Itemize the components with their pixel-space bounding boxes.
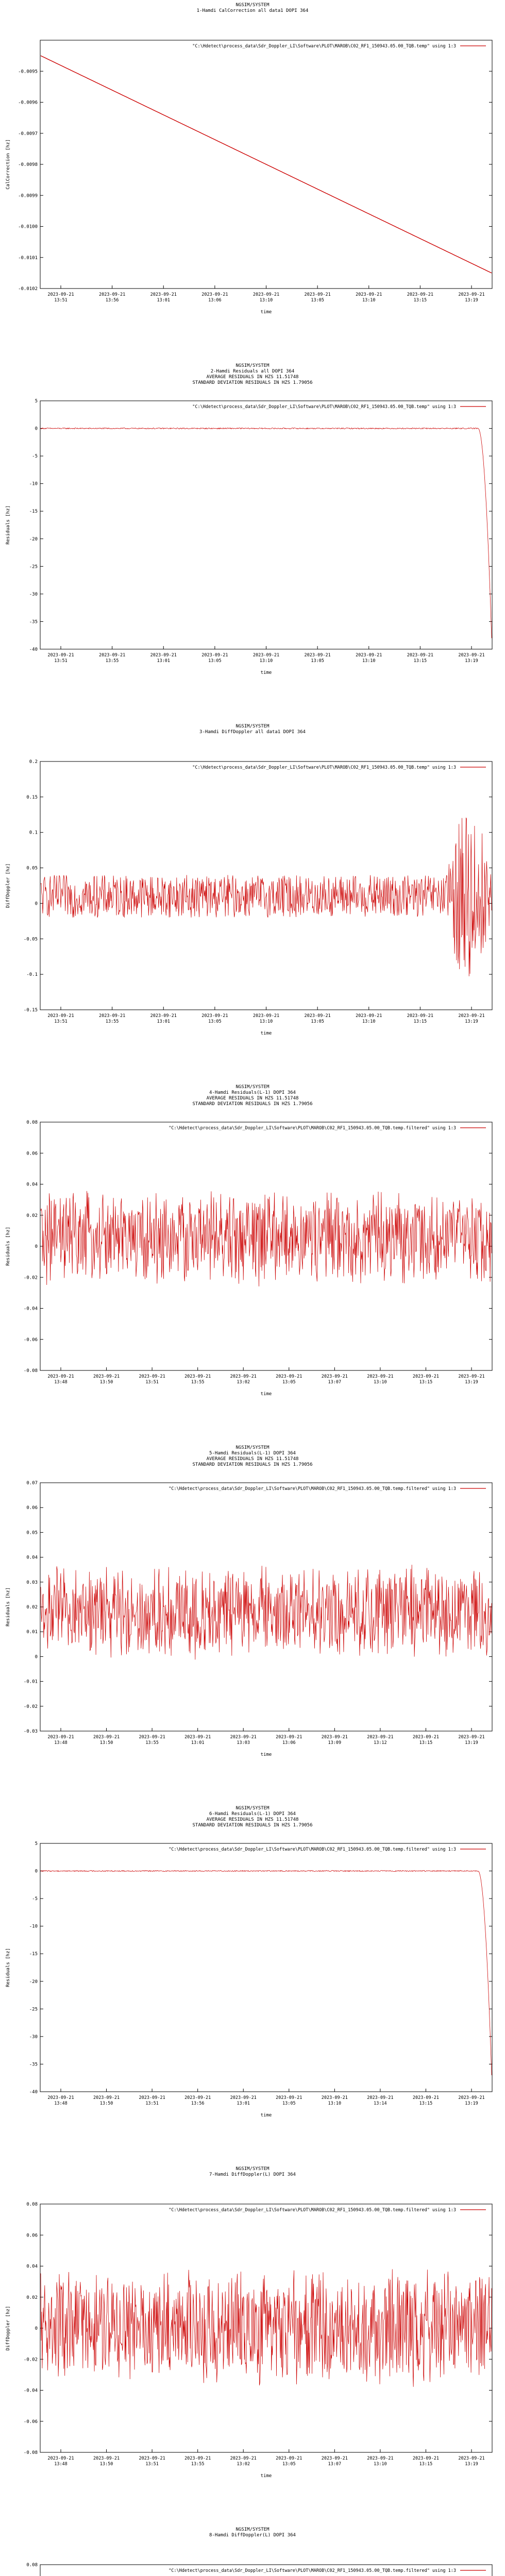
y-tick-label: -0.08	[23, 2450, 38, 2455]
x-tick-label: 2023-09-21	[367, 1735, 394, 1740]
chart-header-line: NGSIM/SYSTEM	[235, 1445, 270, 1450]
x-tick-label: 13:10	[362, 1019, 376, 1024]
x-tick-label: 2023-09-21	[47, 292, 74, 297]
x-tick-label: 2023-09-21	[304, 653, 331, 658]
chart-svg	[0, 2524, 505, 2576]
x-tick-label: 2023-09-21	[47, 1013, 74, 1019]
x-axis-label: time	[260, 310, 272, 315]
x-tick-label: 2023-09-21	[407, 1013, 433, 1019]
x-tick-label: 13:51	[54, 1019, 68, 1024]
x-tick-label: 13:48	[54, 1380, 68, 1385]
x-tick-label: 2023-09-21	[304, 1013, 331, 1019]
chart-panel	[0, 0, 505, 363]
chart-svg	[0, 1082, 505, 1443]
x-tick-label: 13:10	[259, 298, 273, 303]
x-tick-label: 2023-09-21	[412, 2456, 440, 2461]
x-tick-label: 2023-09-21	[356, 1013, 382, 1019]
chart-header-line: 4-Hamdi Residuals(L-1) DOPI 364	[209, 1090, 296, 1095]
chart-svg	[0, 721, 505, 1082]
x-tick-label: 2023-09-21	[47, 653, 74, 658]
y-tick-label: 0	[35, 1869, 38, 1874]
y-tick-label: -40	[29, 647, 38, 652]
x-tick-label: 13:19	[465, 2101, 478, 2106]
chart-header-line: STANDARD DEVIATION RESIDUALS IN HZS 1.79056	[192, 380, 313, 385]
x-tick-label: 13:48	[54, 2101, 68, 2106]
chart-header-line: NGSIM/SYSTEM	[235, 2527, 270, 2532]
chart-panel	[0, 721, 505, 1084]
y-tick-label: -35	[29, 2062, 38, 2067]
x-tick-label: 2023-09-21	[230, 2456, 257, 2461]
x-tick-label: 2023-09-21	[458, 2456, 485, 2461]
y-tick-label: 0.06	[26, 2233, 38, 2239]
y-tick-label: 0.02	[26, 2295, 38, 2300]
x-tick-label: 13:15	[419, 2462, 433, 2467]
y-tick-label: -0.02	[23, 1275, 38, 1281]
x-axis-label: time	[260, 1752, 272, 1757]
legend-label: "C:\Hdetect\process_data\Sdr_Doppler_LI\Software\PLOT\MAROB\C02_RF1_150943.05.00_TQB.temp.filtered" using 1:3	[169, 2568, 456, 2573]
x-tick-label: 13:48	[54, 1740, 68, 1745]
y-tick-label: 0.15	[26, 794, 38, 800]
y-tick-label: 0.03	[26, 1580, 38, 1585]
x-tick-label: 13:05	[311, 1019, 324, 1024]
x-tick-label: 13:06	[282, 1740, 296, 1745]
chart-panel	[0, 361, 505, 723]
x-tick-label: 2023-09-21	[276, 1374, 302, 1379]
y-tick-label: -0.0097	[18, 131, 38, 137]
x-tick-label: 2023-09-21	[139, 2095, 165, 2100]
y-tick-label: 0	[35, 2326, 38, 2331]
x-tick-label: 13:48	[54, 2462, 68, 2467]
y-tick-label: -5	[32, 1896, 38, 1902]
y-tick-label: 0.07	[26, 1481, 38, 1486]
x-tick-label: 2023-09-21	[412, 2095, 440, 2100]
x-tick-label: 2023-09-21	[252, 653, 280, 658]
chart-header-line: 7-Hamdi DiffDoppler(L) DOPI 364	[209, 2172, 296, 2177]
x-tick-label: 13:01	[157, 1019, 171, 1024]
y-tick-label: -0.0102	[18, 286, 38, 292]
y-tick-label: 0	[35, 901, 38, 907]
y-tick-label: 0.05	[26, 866, 38, 871]
x-tick-label: 13:01	[191, 1740, 205, 1745]
x-tick-label: 2023-09-21	[367, 1374, 394, 1379]
x-tick-label: 2023-09-21	[201, 653, 228, 658]
x-tick-label: 2023-09-21	[93, 1735, 120, 1740]
x-tick-label: 2023-09-21	[252, 292, 280, 297]
x-tick-label: 2023-09-21	[321, 1735, 348, 1740]
y-tick-label: -0.04	[23, 1306, 38, 1312]
x-tick-label: 13:01	[157, 298, 171, 303]
x-tick-label: 13:10	[362, 298, 376, 303]
x-tick-label: 2023-09-21	[184, 1374, 211, 1379]
chart-svg	[0, 2164, 505, 2524]
x-tick-label: 2023-09-21	[230, 2095, 257, 2100]
x-tick-label: 13:05	[282, 2101, 296, 2106]
x-tick-label: 13:19	[465, 298, 478, 303]
x-tick-label: 13:56	[105, 298, 119, 303]
y-tick-label: -10	[29, 1924, 38, 1929]
chart-header-line: 8-Hamdi DiffDoppler(L) DOPI 364	[209, 2533, 296, 2538]
chart-header-line: STANDARD DEVIATION RESIDUALS IN HZS 1.79056	[192, 1823, 313, 1828]
y-tick-label: -0.1	[26, 972, 38, 978]
x-tick-label: 2023-09-21	[407, 653, 433, 658]
x-tick-label: 13:51	[145, 2462, 159, 2467]
x-tick-label: 2023-09-21	[47, 1374, 74, 1379]
y-tick-label: -0.05	[23, 937, 38, 942]
x-tick-label: 2023-09-21	[356, 292, 382, 297]
plot-frame	[40, 1843, 492, 2092]
x-tick-label: 2023-09-21	[458, 1735, 485, 1740]
chart-header-line: AVERAGE RESIDUALS IN HZS 11.51748	[206, 375, 299, 380]
x-tick-label: 2023-09-21	[139, 1374, 165, 1379]
y-tick-label: -0.08	[23, 1368, 38, 1374]
legend-label: "C:\Hdetect\process_data\Sdr_Doppler_LI\Software\PLOT\MAROB\C02_RF1_150943.05.00_TQB.temp" using 1:3	[192, 404, 456, 410]
chart-panel	[0, 1082, 505, 1445]
chart-header-line: NGSIM/SYSTEM	[235, 1806, 270, 1811]
y-tick-label: -0.0100	[18, 224, 38, 230]
y-tick-label: -0.02	[23, 1704, 38, 1709]
series-line	[41, 56, 492, 273]
y-tick-label: 0.04	[26, 2264, 38, 2269]
y-tick-label: -0.06	[23, 1337, 38, 1343]
chart-header-line: NGSIM/SYSTEM	[235, 3, 270, 8]
y-axis-label: Residuals [hz]	[6, 505, 11, 545]
x-tick-label: 13:19	[465, 1019, 478, 1024]
x-tick-label: 13:05	[208, 1019, 222, 1024]
chart-header-line: NGSIM/SYSTEM	[235, 2166, 270, 2172]
series-line	[41, 2269, 492, 2387]
x-tick-label: 2023-09-21	[276, 1735, 302, 1740]
chart-header-line: NGSIM/SYSTEM	[235, 1084, 270, 1090]
x-tick-label: 13:03	[237, 1740, 250, 1745]
x-tick-label: 2023-09-21	[150, 292, 177, 297]
y-tick-label: 0.02	[26, 1605, 38, 1610]
plot-frame	[40, 401, 492, 649]
y-tick-label: -0.01	[23, 1679, 38, 1685]
x-tick-label: 13:05	[311, 298, 324, 303]
y-tick-label: -40	[29, 2090, 38, 2095]
x-tick-label: 2023-09-21	[99, 1013, 126, 1019]
x-tick-label: 13:15	[413, 298, 427, 303]
x-tick-label: 13:09	[328, 1740, 342, 1745]
x-tick-label: 13:55	[145, 1740, 159, 1745]
x-tick-label: 13:12	[374, 1740, 387, 1745]
x-tick-label: 2023-09-21	[367, 2095, 394, 2100]
chart-header-line: AVERAGE RESIDUALS IN HZS 11.51748	[206, 1817, 299, 1822]
chart-header-line: STANDARD DEVIATION RESIDUALS IN HZS 1.79056	[192, 1462, 313, 1467]
x-tick-label: 13:10	[328, 2101, 342, 2106]
x-tick-label: 13:14	[374, 2101, 387, 2106]
x-tick-label: 2023-09-21	[321, 2095, 348, 2100]
y-tick-label: -30	[29, 2034, 38, 2040]
y-tick-label: -10	[29, 481, 38, 487]
x-tick-label: 2023-09-21	[47, 2095, 74, 2100]
x-tick-label: 13:50	[99, 2101, 113, 2106]
x-tick-label: 13:51	[54, 658, 68, 664]
y-tick-label: 0.02	[26, 1213, 38, 1218]
y-tick-label: -0.04	[23, 2388, 38, 2394]
x-tick-label: 2023-09-21	[184, 2095, 211, 2100]
x-tick-label: 13:51	[145, 1380, 159, 1385]
x-tick-label: 13:10	[362, 658, 376, 664]
y-axis-label: Residuals [hz]	[6, 1587, 11, 1626]
y-tick-label: 0.08	[26, 2563, 38, 2568]
x-tick-label: 2023-09-21	[93, 1374, 120, 1379]
x-tick-label: 13:01	[157, 658, 171, 664]
x-tick-label: 2023-09-21	[230, 1735, 257, 1740]
x-tick-label: 2023-09-21	[304, 292, 331, 297]
x-tick-label: 13:55	[105, 658, 119, 664]
x-tick-label: 13:19	[465, 658, 478, 664]
x-tick-label: 13:07	[328, 1380, 342, 1385]
y-tick-label: -35	[29, 619, 38, 625]
x-tick-label: 13:05	[311, 658, 324, 664]
chart-svg	[0, 1803, 505, 2164]
y-tick-label: 0.01	[26, 1630, 38, 1635]
x-tick-label: 13:15	[413, 1019, 427, 1024]
x-tick-label: 2023-09-21	[367, 2456, 394, 2461]
x-axis-label: time	[260, 2113, 272, 2118]
series-line	[41, 1565, 492, 1659]
legend-label: "C:\Hdetect\process_data\Sdr_Doppler_LI\Software\PLOT\MAROB\C02_RF1_150943.05.00_TQB.temp" using 1:3	[192, 44, 456, 49]
y-tick-label: -15	[29, 1952, 38, 1957]
x-tick-label: 13:01	[237, 2101, 250, 2106]
chart-panel	[0, 2164, 505, 2527]
x-tick-label: 2023-09-21	[458, 653, 485, 658]
chart-header-line: AVERAGE RESIDUALS IN HZS 11.51748	[206, 1456, 299, 1462]
x-tick-label: 13:05	[208, 658, 222, 664]
x-axis-label: time	[260, 1392, 272, 1397]
y-tick-label: 0	[35, 426, 38, 432]
x-tick-label: 2023-09-21	[201, 1013, 228, 1019]
x-tick-label: 2023-09-21	[139, 1735, 165, 1740]
chart-header-line: 2-Hamdi Residuals all DOPI 364	[210, 369, 295, 374]
y-tick-label: 0.04	[26, 1182, 38, 1188]
x-tick-label: 2023-09-21	[321, 2456, 348, 2461]
x-tick-label: 2023-09-21	[47, 1735, 74, 1740]
y-tick-label: 0.06	[26, 1151, 38, 1157]
x-tick-label: 13:05	[282, 2462, 296, 2467]
legend-label: "C:\Hdetect\process_data\Sdr_Doppler_LI\Software\PLOT\MAROB\C02_RF1_150943.05.00_TQB.temp" using 1:3	[192, 765, 456, 770]
y-tick-label: -0.02	[23, 2357, 38, 2363]
x-axis-label: time	[260, 2473, 272, 2479]
x-tick-label: 13:51	[54, 298, 68, 303]
x-tick-label: 2023-09-21	[458, 2095, 485, 2100]
x-tick-label: 2023-09-21	[321, 1374, 348, 1379]
x-tick-label: 13:15	[419, 1740, 433, 1745]
y-tick-label: 0.2	[29, 759, 38, 765]
y-tick-label: 0.08	[26, 2202, 38, 2207]
chart-header-line: STANDARD DEVIATION RESIDUALS IN HZS 1.79056	[192, 1101, 313, 1107]
x-tick-label: 2023-09-21	[139, 2456, 165, 2461]
legend-label: "C:\Hdetect\process_data\Sdr_Doppler_LI\Software\PLOT\MAROB\C02_RF1_150943.05.00_TQB.temp.filtered" using 1:3	[169, 1847, 456, 1852]
y-tick-label: -20	[29, 536, 38, 542]
x-tick-label: 13:55	[191, 1380, 205, 1385]
x-tick-label: 2023-09-21	[407, 292, 433, 297]
x-tick-label: 2023-09-21	[276, 2456, 302, 2461]
x-tick-label: 2023-09-21	[99, 292, 126, 297]
y-tick-label: 0.05	[26, 1530, 38, 1536]
y-tick-label: -25	[29, 2007, 38, 2012]
y-tick-label: -0.06	[23, 2419, 38, 2425]
x-tick-label: 2023-09-21	[99, 653, 126, 658]
x-tick-label: 2023-09-21	[412, 1735, 440, 1740]
chart-header-line: 1-Hamdi CalCorrection all data1 DOPI 364	[196, 8, 309, 13]
x-tick-label: 13:06	[208, 298, 222, 303]
x-tick-label: 13:05	[282, 1380, 296, 1385]
chart-panel	[0, 1803, 505, 2166]
x-tick-label: 13:55	[191, 2462, 205, 2467]
x-tick-label: 2023-09-21	[201, 292, 228, 297]
y-tick-label: -0.0101	[18, 255, 38, 261]
y-tick-label: 0.1	[29, 830, 38, 836]
series-line	[41, 1191, 492, 1286]
chart-header-line: AVERAGE RESIDUALS IN HZS 11.51748	[206, 1096, 299, 1101]
plot-frame	[40, 1122, 492, 1370]
y-tick-label: 0.08	[26, 1120, 38, 1125]
x-tick-label: 2023-09-21	[458, 1374, 485, 1379]
series-line	[41, 428, 492, 638]
series-line	[41, 1871, 492, 2075]
x-tick-label: 13:02	[237, 2462, 250, 2467]
x-tick-label: 2023-09-21	[458, 292, 485, 297]
chart-header-line: 6-Hamdi Residuals(L-1) DOPI 364	[209, 1811, 296, 1817]
y-tick-label: -15	[29, 509, 38, 515]
legend-label: "C:\Hdetect\process_data\Sdr_Doppler_LI\Software\PLOT\MAROB\C02_RF1_150943.05.00_TQB.temp.filtered" using 1:3	[169, 2208, 456, 2213]
series-line	[41, 818, 492, 976]
x-tick-label: 2023-09-21	[93, 2095, 120, 2100]
x-tick-label: 13:19	[465, 2462, 478, 2467]
x-tick-label: 13:50	[99, 1380, 113, 1385]
plot-frame	[40, 761, 492, 1010]
chart-header-line: NGSIM/SYSTEM	[235, 363, 270, 368]
x-tick-label: 2023-09-21	[356, 653, 382, 658]
x-tick-label: 13:07	[328, 2462, 342, 2467]
x-tick-label: 13:19	[465, 1380, 478, 1385]
y-axis-label: Residuals [hz]	[6, 1948, 11, 1987]
x-tick-label: 2023-09-21	[184, 1735, 211, 1740]
chart-header-line: 5-Hamdi Residuals(L-1) DOPI 364	[209, 1451, 296, 1456]
chart-panel	[0, 2524, 505, 2576]
chart-svg	[0, 0, 505, 361]
x-tick-label: 13:50	[99, 1740, 113, 1745]
y-axis-label: DiffDoppler [hz]	[6, 863, 11, 908]
x-tick-label: 2023-09-21	[150, 653, 177, 658]
x-tick-label: 2023-09-21	[458, 1013, 485, 1019]
x-tick-label: 2023-09-21	[184, 2456, 211, 2461]
y-axis-label: CalCorrection [hz]	[6, 139, 11, 190]
x-tick-label: 13:56	[191, 2101, 205, 2106]
y-tick-label: -0.0096	[18, 100, 38, 106]
x-tick-label: 13:10	[259, 658, 273, 664]
y-tick-label: 5	[35, 1841, 38, 1846]
x-tick-label: 13:50	[99, 2462, 113, 2467]
chart-header-line: NGSIM/SYSTEM	[235, 724, 270, 729]
y-axis-label: DiffDoppler [hz]	[6, 2306, 11, 2351]
x-tick-label: 13:51	[145, 2101, 159, 2106]
x-tick-label: 13:15	[419, 2101, 433, 2106]
y-tick-label: 0	[35, 1244, 38, 1249]
chart-svg	[0, 1443, 505, 1803]
x-tick-label: 13:02	[237, 1380, 250, 1385]
x-tick-label: 2023-09-21	[412, 1374, 440, 1379]
y-tick-label: -30	[29, 591, 38, 597]
x-axis-label: time	[260, 1031, 272, 1036]
legend-label: "C:\Hdetect\process_data\Sdr_Doppler_LI\Software\PLOT\MAROB\C02_RF1_150943.05.00_TQB.temp.filtered" using 1:3	[169, 1486, 456, 1492]
chart-svg	[0, 361, 505, 721]
x-tick-label: 13:19	[465, 1740, 478, 1745]
x-tick-label: 13:15	[413, 658, 427, 664]
legend-label: "C:\Hdetect\process_data\Sdr_Doppler_LI\Software\PLOT\MAROB\C02_RF1_150943.05.00_TQB.temp.filtered" using 1:3	[169, 1126, 456, 1131]
y-tick-label: -5	[32, 454, 38, 460]
x-tick-label: 13:15	[419, 1380, 433, 1385]
x-tick-label: 2023-09-21	[150, 1013, 177, 1019]
y-tick-label: 0.04	[26, 1555, 38, 1561]
y-tick-label: -0.0095	[18, 69, 38, 75]
chart-panel	[0, 1443, 505, 1805]
y-tick-label: 0	[35, 1654, 38, 1660]
chart-header-line: 3-Hamdi DiffDoppler all data1 DOPI 364	[199, 730, 306, 735]
y-tick-label: 0.06	[26, 1505, 38, 1511]
x-tick-label: 13:10	[259, 1019, 273, 1024]
x-tick-label: 13:10	[374, 2462, 387, 2467]
y-tick-label: -0.03	[23, 1729, 38, 1734]
y-tick-label: 5	[35, 399, 38, 404]
y-tick-label: -25	[29, 564, 38, 570]
x-tick-label: 2023-09-21	[230, 1374, 257, 1379]
x-tick-label: 2023-09-21	[252, 1013, 280, 1019]
y-tick-label: -0.15	[23, 1008, 38, 1013]
x-tick-label: 2023-09-21	[276, 2095, 302, 2100]
y-tick-label: -0.0098	[18, 162, 38, 167]
y-tick-label: -20	[29, 1979, 38, 1985]
y-axis-label: Residuals [hz]	[6, 1227, 11, 1266]
x-tick-label: 2023-09-21	[93, 2456, 120, 2461]
y-tick-label: -0.0099	[18, 193, 38, 199]
x-tick-label: 13:55	[105, 1019, 119, 1024]
x-axis-label: time	[260, 670, 272, 675]
x-tick-label: 2023-09-21	[47, 2456, 74, 2461]
x-tick-label: 13:10	[374, 1380, 387, 1385]
